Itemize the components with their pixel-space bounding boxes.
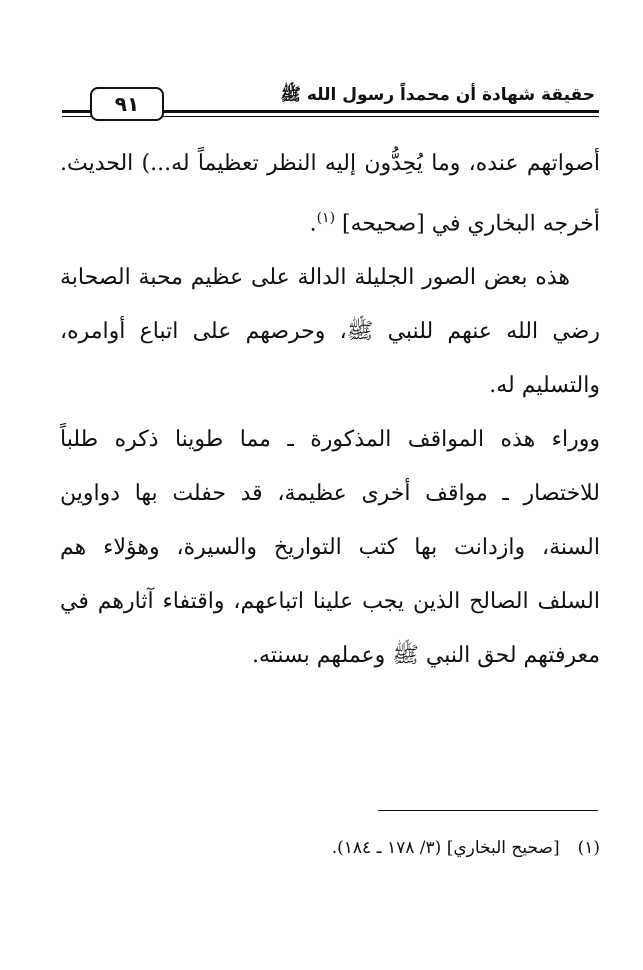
footnote-ref: (١) — [316, 210, 336, 226]
main-text — [60, 137, 600, 683]
running-title: حقيقة شهادة أن محمداً رسول الله ﷺ — [280, 85, 595, 105]
footnote — [180, 838, 600, 858]
paragraph-3: ووراء هذه المواقف المذكورة ـ مما طوينا ذكره طلباً للاختصار ـ مواقف أخرى عظيمة، قد حفلت بها دواوين السنة، وازدانت بها كتب التواريخ والسيرة، وهؤلاء هم السلف الصالح الذين يجب علينا اتباعهم، واقتفاء آثارهم في معرفتهم لحق النبي ﷺ وعملهم بسنته. — [60, 427, 600, 669]
footnote-text: [صحيح البخاري] (٣/ ١٧٨ ـ ١٨٤). — [331, 838, 560, 858]
footnote-marker: (١) — [577, 838, 600, 858]
paragraph-1-text: أصواتهم عنده، وما يُحِدُّون إليه النظر تعظيماً له...) الحديث. أخرجه البخاري في [صحيحه] — [60, 151, 600, 237]
paragraph-2: هذه بعض الصور الجليلة الدالة على عظيم محبة الصحابة رضي الله عنهم للنبي ﷺ، وحرصهم على اتباع أوامره، والتسليم له. — [60, 265, 600, 399]
paragraph-1-tail: . — [309, 211, 317, 237]
footnote-separator — [378, 810, 598, 811]
page-number: ٩١ — [114, 92, 140, 116]
page-header — [62, 80, 599, 120]
paragraph-1 — [60, 137, 600, 251]
page-number-box — [90, 87, 164, 121]
